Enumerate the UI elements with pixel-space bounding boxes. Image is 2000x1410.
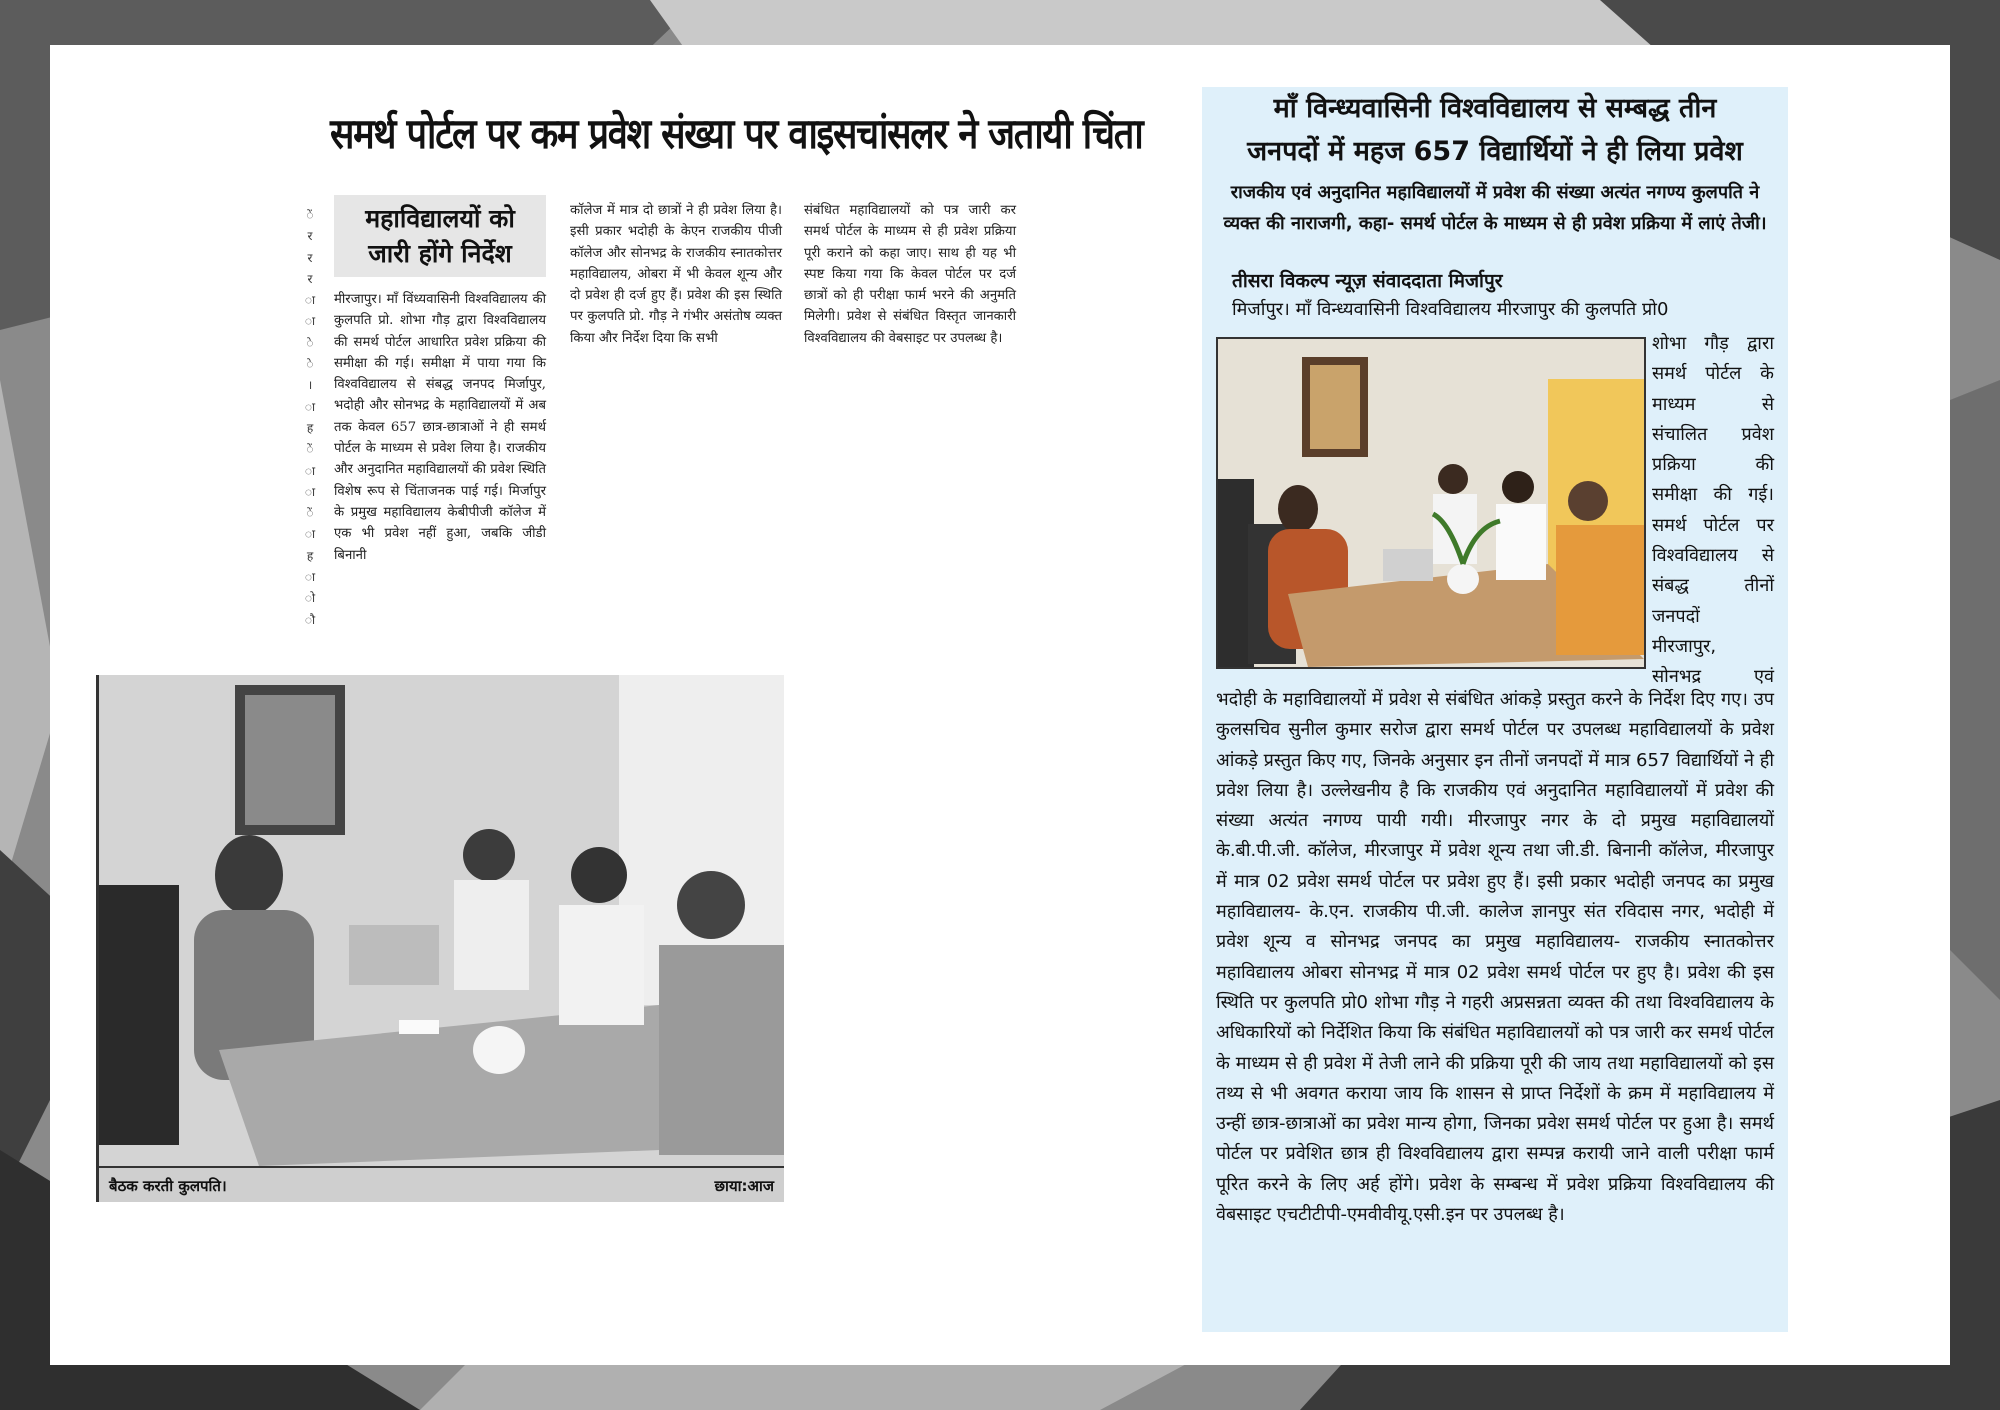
meeting-photo-grayscale [96, 675, 784, 1168]
left-subheading-line1: महाविद्यालयों को [365, 204, 515, 233]
right-headline-line2: जनपदों में महज 657 विद्यार्थियों ने ही लिया प्रवेश [1247, 136, 1743, 167]
left-photo-caption-bar [96, 1168, 784, 1202]
left-column-3: संबंधित महाविद्यालयों को पत्र जारी कर समर्थ पोर्टल के माध्यम से ही प्रवेश प्रक्रिया पूरी कराने को कहा जाए। साथ ही यह भी स्पष्ट किया गया कि केवल पोर्टल पर दर्ज छात्रों को ही परीक्षा फार्म भरने की अनुमति मिलेगी। प्रवेश से संबंधित विस्तृत जानकारी विश्वविद्यालय की वेबसाइट पर उपलब्ध है। [804, 203, 1016, 346]
right-byline: तीसरा विकल्प न्यूज़ संवाददाता मिर्जापुर [1232, 270, 1503, 292]
right-headline-line1: माँ विन्ध्यवासिनी विश्वविद्यालय से सम्बद्ध तीन [1273, 93, 1717, 124]
right-subheading: राजकीय एवं अनुदानित महाविद्यालयों में प्रवेश की संख्या अत्यंत नगण्य कुलपति ने व्यक्त की नाराजगी, कहा- समर्थ पोर्टल के माध्यम से ही प्रवेश प्रक्रिया में लाएं तेजी। [1223, 182, 1767, 234]
left-photo-credit: छाया:आज [714, 1177, 774, 1195]
meeting-photo-color [1216, 337, 1646, 669]
left-column-2: कॉलेज में मात्र दो छात्रों ने ही प्रवेश लिया है। इसी प्रकार भदोही के केएन राजकीय पीजी कॉलेज और सोनभद्र के राजकीय स्नातकोत्तर महाविद्यालय, ओबरा में भी केवल शून्य और दो प्रवेश ही दर्ज हुए हैं। प्रवेश की इस स्थिति पर कुलपति प्रो. गौड़ ने गंभीर असंतोष व्यक्त किया और निर्देश दिया कि सभी [570, 203, 782, 346]
right-body-text: भदोही के महाविद्यालयों में प्रवेश से संबंधित आंकड़े प्रस्तुत करने के निर्देश दिए गए। उप कुलसचिव सुनील कुमार सरोज द्वारा समर्थ पोर्टल पर उपलब्ध महाविद्यालयों के प्रवेश आंकड़े प्रस्तुत किए गए, जिनके अनुसार इन तीनों जनपदों में मात्र 657 विद्यार्थियों ने ही प्रवेश लिया है। उल्लेखनीय है कि राजकीय एवं अनुदानित महाविद्यालयों में प्रवेश की संख्या अत्यंत नगण्य पायी गयी। मीरजापुर नगर के दो प्रमुख महाविद्यालयों के.बी.पी.जी. कॉलेज, मीरजापुर में प्रवेश शून्य तथा जी.डी. बिनानी कॉलेज, मीरजापुर में मात्र 02 प्रवेश समर्थ पोर्टल पर प्रवेश हुए हैं। इसी प्रकार भदोही जनपद का प्रमुख महाविद्यालय- के.एन. राजकीय पी.जी. कालेज ज्ञानपुर संत रविदास नगर, भदोही में प्रवेश शून्य व सोनभद्र जनपद का प्रमुख महाविद्यालय- राजकीय स्नातकोत्तर महाविद्यालय ओबरा सोनभद्र में मात्र 02 प्रवेश समर्थ पोर्टल पर हुए है। प्रवेश की इस स्थिति पर कुलपति प्रो0 शोभा गौड़ ने गहरी अप्रसन्नता व्यक्त की तथा विश्वविद्यालय के अधिकारियों को निर्देशित किया कि संबंधित महाविद्यालयों को पत्र जारी कर समर्थ पोर्टल के माध्यम से ही प्रवेश में तेजी लाने की प्रक्रिया पूरी की जाय तथा महाविद्यालयों को इस तथ्य से भी अवगत कराया जाय कि शासन से प्राप्त निर्देशों के क्रम में महाविद्यालय में उन्हीं छात्र-छात्राओं का प्रवेश मान्य होगा, जिनका प्रवेश समर्थ पोर्टल पर हुआ है। समर्थ पोर्टल पर प्रवेशित छात्र ही विश्वविद्यालय द्वारा सम्पन्न करायी जाने वाली परीक्षा फार्म पूरित करने के लिए अर्ह होंगे। प्रवेश के सम्बन्ध में प्रवेश प्रक्रिया विश्वविद्यालय की वेबसाइट एचटीटीपी-एमवीवीयू.एसी.इन पर उपलब्ध है। [1216, 689, 1774, 1226]
left-margin-fragments: ें र र र ा ा े े । ा ह ें ा ा ें ा ह ा ो ौ [304, 208, 316, 627]
right-lead-line: मिर्जापुर। माँ विन्ध्यवासिनी विश्वविद्यालय मीरजापुर की कुलपति प्रो0 [1232, 299, 1669, 320]
left-photo-caption: बैठक करती कुलपति। [109, 1177, 227, 1195]
left-subheading-box [334, 195, 546, 277]
right-newspaper-clipping [1202, 87, 1788, 1332]
left-subheading-line2: जारी होंगे निर्देश [368, 239, 512, 268]
right-side-column: शोभा गौड़ द्वारा समर्थ पोर्टल के माध्यम से संचालित प्रवेश प्रक्रिया की समीक्षा की गई। समर्थ पोर्टल पर विश्वविद्यालय से संबद्ध तीनों जनपदों मीरजापुर, सोनभद्र एवं [1652, 333, 1774, 688]
left-headline: समर्थ पोर्टल पर कम प्रवेश संख्या पर वाइसचांसलर ने जतायी चिंता [330, 109, 1143, 158]
left-column-1: मीरजापुर। माँ विंध्यवासिनी विश्वविद्यालय की कुलपति प्रो. शोभा गौड़ द्वारा विश्वविद्यालय की समर्थ पोर्टल आधारित प्रवेश प्रक्रिया की समीक्षा की गई। समीक्षा में पाया गया कि विश्वविद्यालय से संबद्ध जनपद मिर्जापुर, भदोही और सोनभद्र के महाविद्यालयों में अब तक केवल 657 छात्र-छात्राओं ने ही समर्थ पोर्टल के माध्यम से प्रवेश लिया है। राजकीय और अनुदानित महाविद्यालयों की प्रवेश स्थिति विशेष रूप से चिंताजनक पाई गई। मिर्जापुर के प्रमुख महाविद्यालय केबीपीजी कॉलेज में एक भी प्रवेश नहीं हुआ, जबकि जीडी बिनानी [334, 292, 546, 563]
right-headline [1202, 87, 1788, 173]
